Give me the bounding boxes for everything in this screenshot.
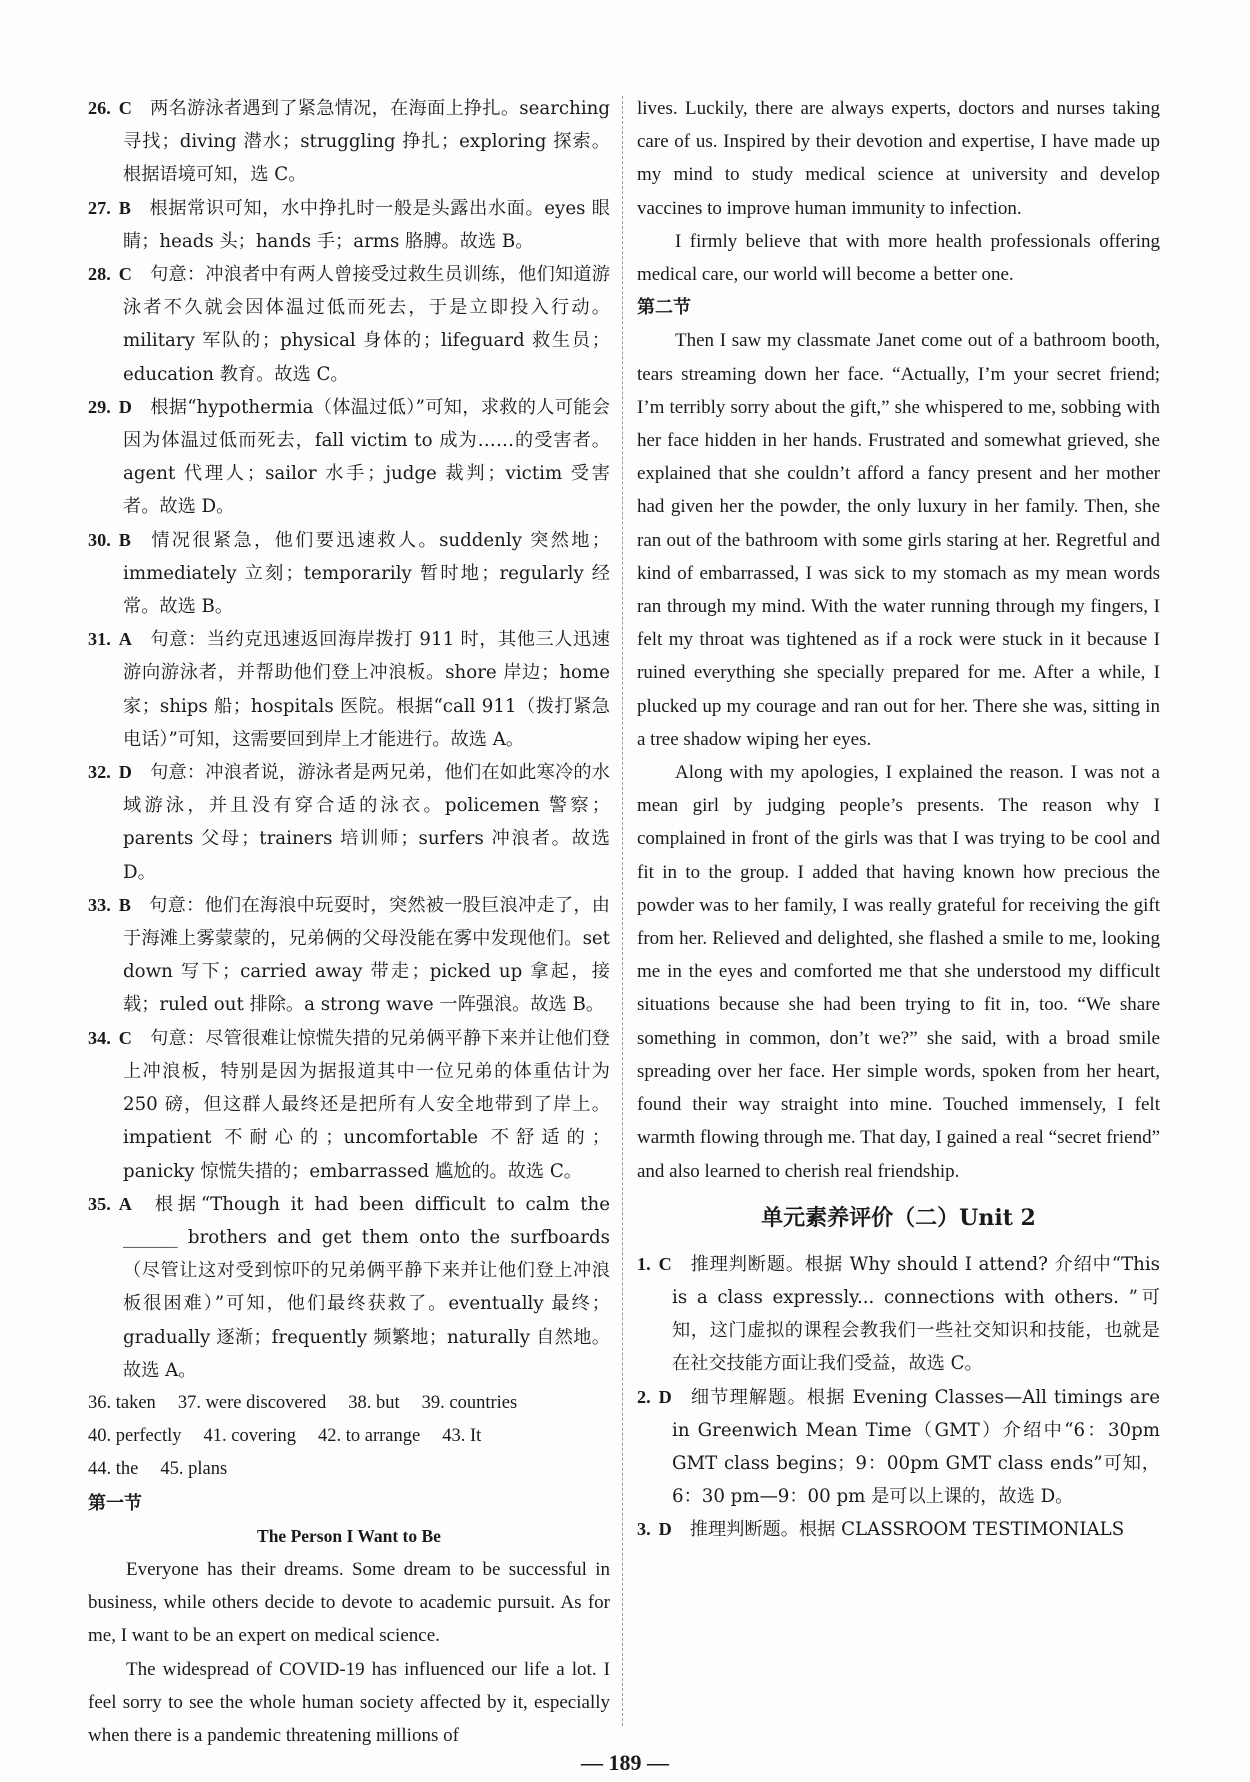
unit-answer-2: 2. D 细节理解题。根据 Evening Classes—All timings are in Greenwich Mean Time（GMT）介绍中“6：30pm GMT class begins；9：00pm GMT class ends”可知，6：30 pm—9：00 pm 是可以上课的，故选 D。: [637, 1386, 1160, 1508]
answer-31: 31. A 句意：当约克迅速返回海岸拨打 911 时，其他三人迅速游向游泳者，并帮助他们登上冲浪板。shore 岸边；home 家；ships 船；hospitals 医院。根据“call 911（拨打紧急电话）”可知，这需要回到岸上才能进行。故选 A。: [88, 629, 610, 750]
answer-list: [88, 92, 610, 1387]
fill-row: 36. taken 37. were discovered 38. but 39. countries: [88, 1392, 518, 1413]
answer-26: 26. C 两名游泳者遇到了紧急情况，在海面上挣扎。searching 寻找；diving 潜水；struggling 挣扎；exploring 探索。根据语境可知，选 C。: [88, 98, 610, 186]
story-paragraph: Along with my apologies, I explained the reason. I was not a mean girl by judging people’s presents. The reason why I complained in front of the girls was that I was trying to be cool and fit in to the group. I added that having known how precious the powder was to her family, I was really grateful for receiving the gift from her. Relieved and delighted, she flashed a smile to me, looking me in the eyes and comforted me that she understood my difficult situations because she had been trying to fit in, too. “We share something in common, don’t we?” she said, with a broad smile spreading over her face. Her simple words, spoken from her heart, found their way straight into mine. Touched immensely, I felt warmth flowing through me. That day, I gained a real “secret friend” and also learned to cherish real friendship.: [637, 762, 1160, 1182]
section-2-heading: 第二节: [637, 297, 691, 319]
essay-paragraph: Everyone has their dreams. Some dream to be successful in business, while others decide to devote to academic pursuit. As for me, I want to be an expert on medical science.: [88, 1558, 610, 1647]
page-number: — 189 —: [581, 1750, 669, 1775]
unit-answer-1: 1. C 推理判断题。根据 Why should I attend? 介绍中“This is a class expressly... connections with others. ”可知，这门虚拟的课程会教我们一些社交知识和技能，也就是在社交技能方面让我们受益，故选 C。: [637, 1253, 1160, 1375]
left-column: [88, 92, 610, 1752]
unit-answer-3: 3. D 推理判断题。根据 CLASSROOM TESTIMONIALS: [637, 1519, 1125, 1541]
answer-32: 32. D 句意：冲浪者说，游泳者是两兄弟，他们在如此寒冷的水域游泳，并且没有穿合适的泳衣。policemen 警察；parents 父母；trainers 培训师；surfers 冲浪者。故选 D。: [88, 762, 610, 883]
answer-27: 27. B 根据常识可知，水中挣扎时一般是头露出水面。eyes 眼睛；heads 头；hands 手；arms 胳膊。故选 B。: [88, 197, 610, 252]
section-1-heading: 第一节: [88, 1492, 142, 1514]
essay-paragraph: I firmly believe that with more health professionals offering medical care, our world will become a better one.: [637, 230, 1160, 286]
essay-paragraph: The widespread of COVID-19 has influenced our life a lot. I feel sorry to see the whole human society affected by it, especially when there is a pandemic threatening millions of: [88, 1658, 610, 1746]
essay-continuation: lives. Luckily, there are always experts, doctors and nurses taking care of us. Inspired by their devotion and expertise, I have made up my mind to study medical science at university and develop vaccines to improve human immunity to infection.: [637, 98, 1160, 219]
story-paragraph: Then I saw my classmate Janet come out of a bathroom booth, tears streaming down her face. “Actually, I’m your secret friend; I’m terribly sorry about the gift,” she whispered to me, sobbing with her face hidden in her hands. Frustrated and somewhat grieved, she explained that she couldn’t afford a fancy present and her mother had given her the powder, the only luxury in her family. Then, she ran out of the bathroom with some girls staring at her. Regretful and kind of embarrassed, I was sick to my stomach as my mean words ran through my mind. With the water running through my fingers, I felt my throat was tightened as if a rock were stuck in it because I ruined everything she specially prepared for me. After a while, I plucked up my courage and ran out for her. There she was, sitting in a tree shadow wiping her eyes.: [637, 330, 1160, 750]
right-column: [637, 92, 1160, 1547]
answer-34: 34. C 句意：尽管很难让惊慌失措的兄弟俩平静下来并让他们登上冲浪板，特别是因为据报道其中一位兄弟的体重估计为 250 磅，但这群人最终还是把所有人安全地带到了岸上。impatient 不耐心的；uncomfortable 不舒适的；panicky 惊慌失措的；embarrassed 尴尬的。故选 C。: [88, 1027, 610, 1182]
unit-title: 单元素养评价（二）Unit 2: [761, 1204, 1036, 1231]
answer-35: 35. A 根据“Though it had been difficult to calm the ______ brothers and get them onto the surfboards（尽管让这对受到惊吓的兄弟俩平静下来并让他们登上冲浪板很困难）”可知，他们最终获救了。eventually 最终；gradually 逐渐；frequently 频繁地；naturally 自然地。故选 A。: [88, 1193, 610, 1381]
fill-row: 40. perfectly 41. covering 42. to arrange 43. It: [88, 1426, 482, 1447]
fill-in-answers: [88, 1387, 610, 1487]
answer-28: 28. C 句意：冲浪者中有两人曾接受过救生员训练，他们知道游泳者不久就会因体温过低而死去，于是立即投入行动。military 军队的；physical 身体的；lifeguard 救生员；education 教育。故选 C。: [88, 264, 610, 385]
column-divider: [622, 96, 623, 1726]
fill-row: 44. the 45. plans: [88, 1459, 228, 1480]
essay-title: The Person I Want to Be: [257, 1525, 441, 1546]
answer-30: 30. B 情况很紧急，他们要迅速救人。suddenly 突然地；immediately 立刻；temporarily 暂时地；regularly 经常。故选 B。: [88, 529, 610, 618]
answer-29: 29. D 根据“hypothermia（体温过低）”可知，求救的人可能会因为体温过低而死去，fall victim to 成为……的受害者。agent 代理人；sailor 水手；judge 裁判；victim 受害者。故选 D。: [88, 396, 610, 518]
answer-33: 33. B 句意：他们在海浪中玩耍时，突然被一股巨浪冲走了，由于海滩上雾蒙蒙的，兄弟俩的父母没能在雾中发现他们。set down 写下；carried away 带走；picked up 拿起，接载；ruled out 排除。a strong wave 一阵强浪。故选 B。: [88, 894, 610, 1016]
